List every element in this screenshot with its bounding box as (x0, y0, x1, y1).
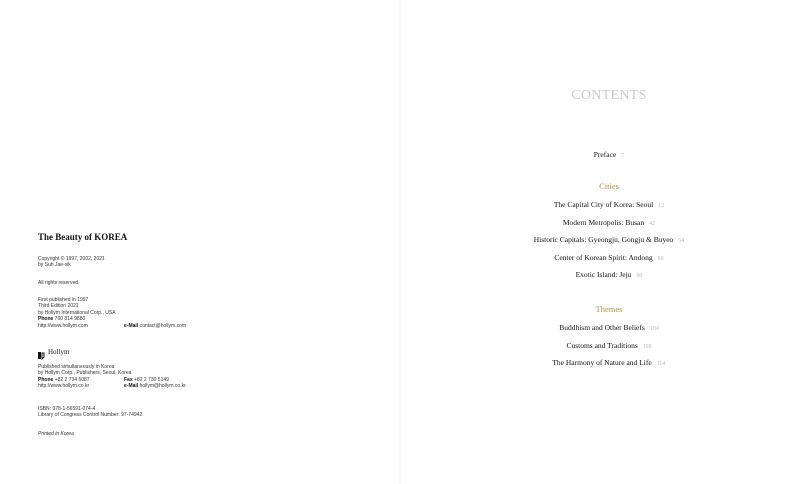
toc-item-page: 104 (649, 326, 659, 332)
section-heading: Themes (595, 304, 623, 314)
kr-email-link[interactable]: hollym@hollym.co.kr (139, 383, 186, 390)
fax-label: Fax (124, 376, 133, 383)
toc-item[interactable] (500, 147, 718, 165)
toc-item-page: 42 (649, 220, 656, 227)
hollym-logo-icon (37, 347, 45, 356)
kr-phone-label: Phone (38, 376, 54, 383)
kr-website-link[interactable]: http://www.hollym.co.kr (38, 383, 90, 390)
toc-item-label: Preface (593, 150, 617, 159)
toc-item-label: Historic Capitals: Gyeongju, Gongju & Buyeo (533, 235, 674, 244)
author-line: by Suh Jae-sik (38, 262, 71, 269)
kr-web-email-line (38, 383, 238, 389)
publisher-us: by Hollym International Corp., USA (38, 309, 116, 316)
section-heading: Cities (599, 181, 619, 191)
toc-item-page: 118 (642, 343, 652, 350)
fax-value: +82 2 730 5149 (134, 376, 169, 383)
toc-item[interactable] (500, 267, 718, 285)
lccn-line: Library of Congress Control Number: 97-74942 (38, 412, 143, 419)
phone-value: 760 814 9880 (54, 316, 86, 323)
toc-item-page: 164 (656, 361, 666, 367)
phone-label: Phone (38, 316, 54, 323)
section-cities (500, 181, 718, 285)
rights-line: All rights reserved. (38, 280, 80, 286)
toc-item-label: The Harmony of Nature and Life (552, 358, 652, 367)
korea-published: Published simultaneously in Korea (38, 364, 115, 370)
toc-item-label: The Capital City of Korea: Seoul (553, 200, 654, 209)
kr-email-label: e-Mail (124, 383, 139, 390)
edition-line: Third Edition 2021 (38, 303, 79, 310)
toc-item[interactable] (500, 215, 718, 233)
toc-item[interactable] (500, 320, 718, 338)
publisher-kr: by Hollym Corp., Publishers, Seoul, Korea (38, 370, 132, 377)
first-published: First published in 1997 (38, 297, 89, 303)
toc-item[interactable] (500, 250, 718, 268)
web-email-line (38, 323, 238, 329)
contents-title: CONTENTS (571, 88, 647, 103)
copyright-line: Copyright © 1997, 2002, 2021 (38, 256, 105, 262)
toc-item[interactable] (500, 232, 718, 250)
toc-item[interactable] (500, 338, 718, 356)
toc-item[interactable] (500, 197, 718, 215)
printed-line: Printed in Korea (38, 431, 74, 437)
toc-item-page: 80 (657, 255, 664, 262)
kr-phone-value: +82 2 734 5087 (54, 376, 90, 383)
copyright-block (38, 256, 105, 269)
publication-block (38, 297, 238, 329)
isbn-block (38, 406, 238, 419)
toc-item[interactable] (500, 355, 718, 373)
kr-email-group (124, 383, 186, 389)
toc-item-label: Modern Metropolis: Busan (562, 217, 645, 227)
publisher-logo (37, 347, 69, 356)
contents-page (400, 0, 800, 484)
toc-item-label: Center of Korean Spirit: Andong (554, 252, 653, 262)
email-link[interactable]: contact@hollym.com (139, 322, 187, 329)
toc-item-page: 7 (621, 153, 625, 159)
book-title: The Beauty of KOREA (38, 232, 128, 242)
korea-edition-block (38, 364, 238, 390)
toc-item-page: 54 (678, 238, 685, 244)
toc-item-label: Exotic Island: Jeju (575, 270, 632, 279)
section-themes (500, 304, 718, 373)
publisher-logo-text: Hollym (48, 347, 70, 356)
toc-item-label: Buddhism and Other Beliefs (559, 323, 645, 332)
isbn-line: ISBN: 978-1-56591-074-4 (38, 406, 96, 412)
website-link[interactable]: http://www.hollym.com (38, 322, 88, 329)
email-label: e-Mail (124, 322, 139, 329)
preface-entry (500, 147, 718, 165)
toc-item-page: 90 (636, 273, 643, 279)
toc-item-label: Customs and Traditions (566, 340, 638, 350)
toc-item-page: 12 (658, 203, 665, 209)
email-group (124, 323, 186, 329)
